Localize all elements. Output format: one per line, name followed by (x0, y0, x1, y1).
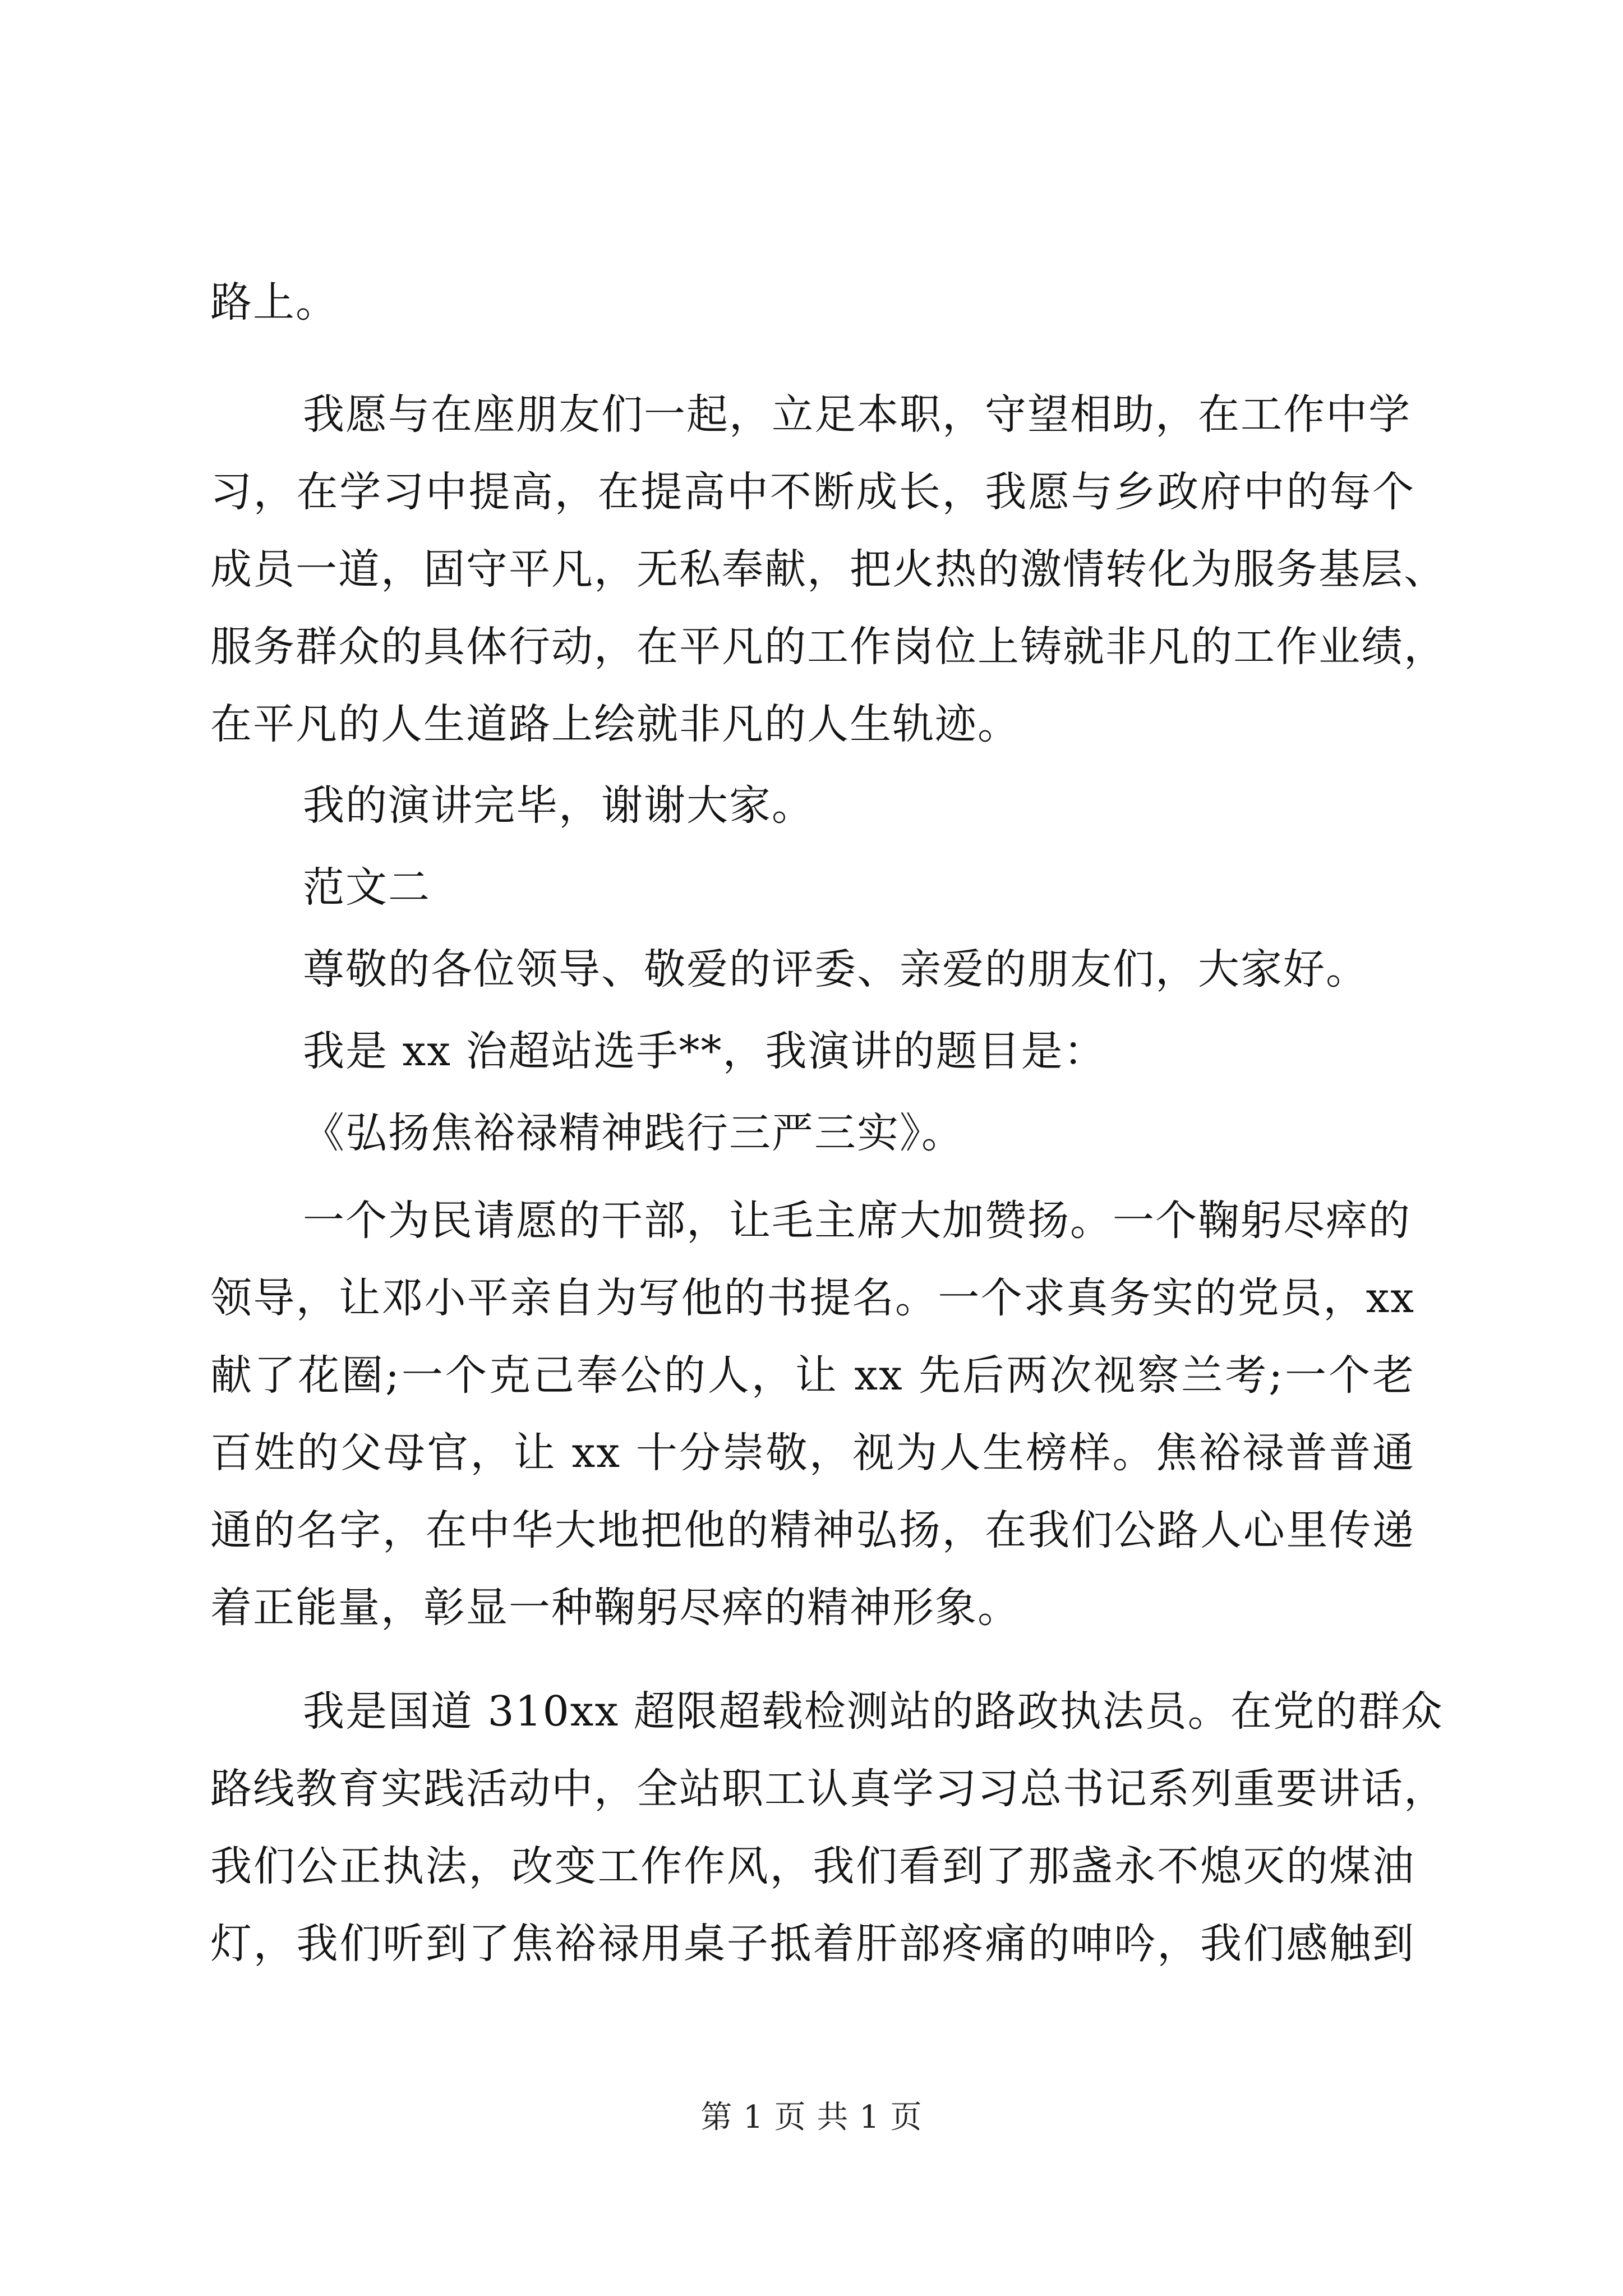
text-line: 献了花圈;一个克己奉公的人，让 xx 先后两次视察兰考;一个老 (210, 1351, 1415, 1400)
text-line: 在平凡的人生道路上绘就非凡的人生轨迹。 (210, 700, 1020, 748)
text-line: 百姓的父母官，让 xx 十分崇敬，视为人生榜样。焦裕禄普普通 (210, 1429, 1415, 1477)
text-line: 着正能量，彰显一种鞠躬尽瘁的精神形象。 (210, 1584, 1020, 1632)
text-line: 一个为民请愿的干部，让毛主席大加赞扬。一个鞠躬尽瘁的 (303, 1197, 1411, 1245)
text-line: 我是国道 310xx 超限超载检测站的路政执法员。在党的群众 (303, 1687, 1444, 1736)
text-line: 领导，让邓小平亲自为写他的书提名。一个求真务实的党员，xx (210, 1274, 1415, 1322)
text-line: 成员一道，固守平凡，无私奉献，把火热的激情转化为服务基层、 (210, 545, 1446, 593)
page-footer: 第 1 页 共 1 页 (700, 2099, 923, 2136)
text-line: 我的演讲完毕，谢谢大家。 (303, 781, 814, 830)
text-line: 服务群众的具体行动，在平凡的工作岗位上铸就非凡的工作业绩， (210, 623, 1446, 671)
text-line: 习，在学习中提高，在提高中不断成长，我愿与乡政府中的每个 (210, 468, 1415, 516)
text-line: 我们公正执法，改变工作作风，我们看到了那盏永不熄灭的煤油 (210, 1842, 1415, 1890)
section-heading: 范文二 (303, 863, 431, 912)
text-line: 通的名字，在中华大地把他的精神弘扬，在我们公路人心里传递 (210, 1506, 1415, 1554)
text-line: 路线教育实践活动中，全站职工认真学习习总书记系列重要讲话， (210, 1765, 1446, 1813)
text-line: 灯，我们听到了焦裕禄用桌子抵着肝部疼痛的呻吟，我们感触到 (210, 1920, 1415, 1968)
text-line: 尊敬的各位领导、敬爱的评委、亲爱的朋友们，大家好。 (303, 945, 1368, 993)
text-line: 我愿与在座朋友们一起，立足本职，守望相助，在工作中学 (303, 390, 1411, 439)
text-line: 我是 xx 治超站选手**，我演讲的题目是： (303, 1027, 1106, 1075)
speech-title: 《弘扬焦裕禄精神践行三严三实》。 (303, 1109, 964, 1157)
text-line: 路上。 (210, 278, 338, 326)
